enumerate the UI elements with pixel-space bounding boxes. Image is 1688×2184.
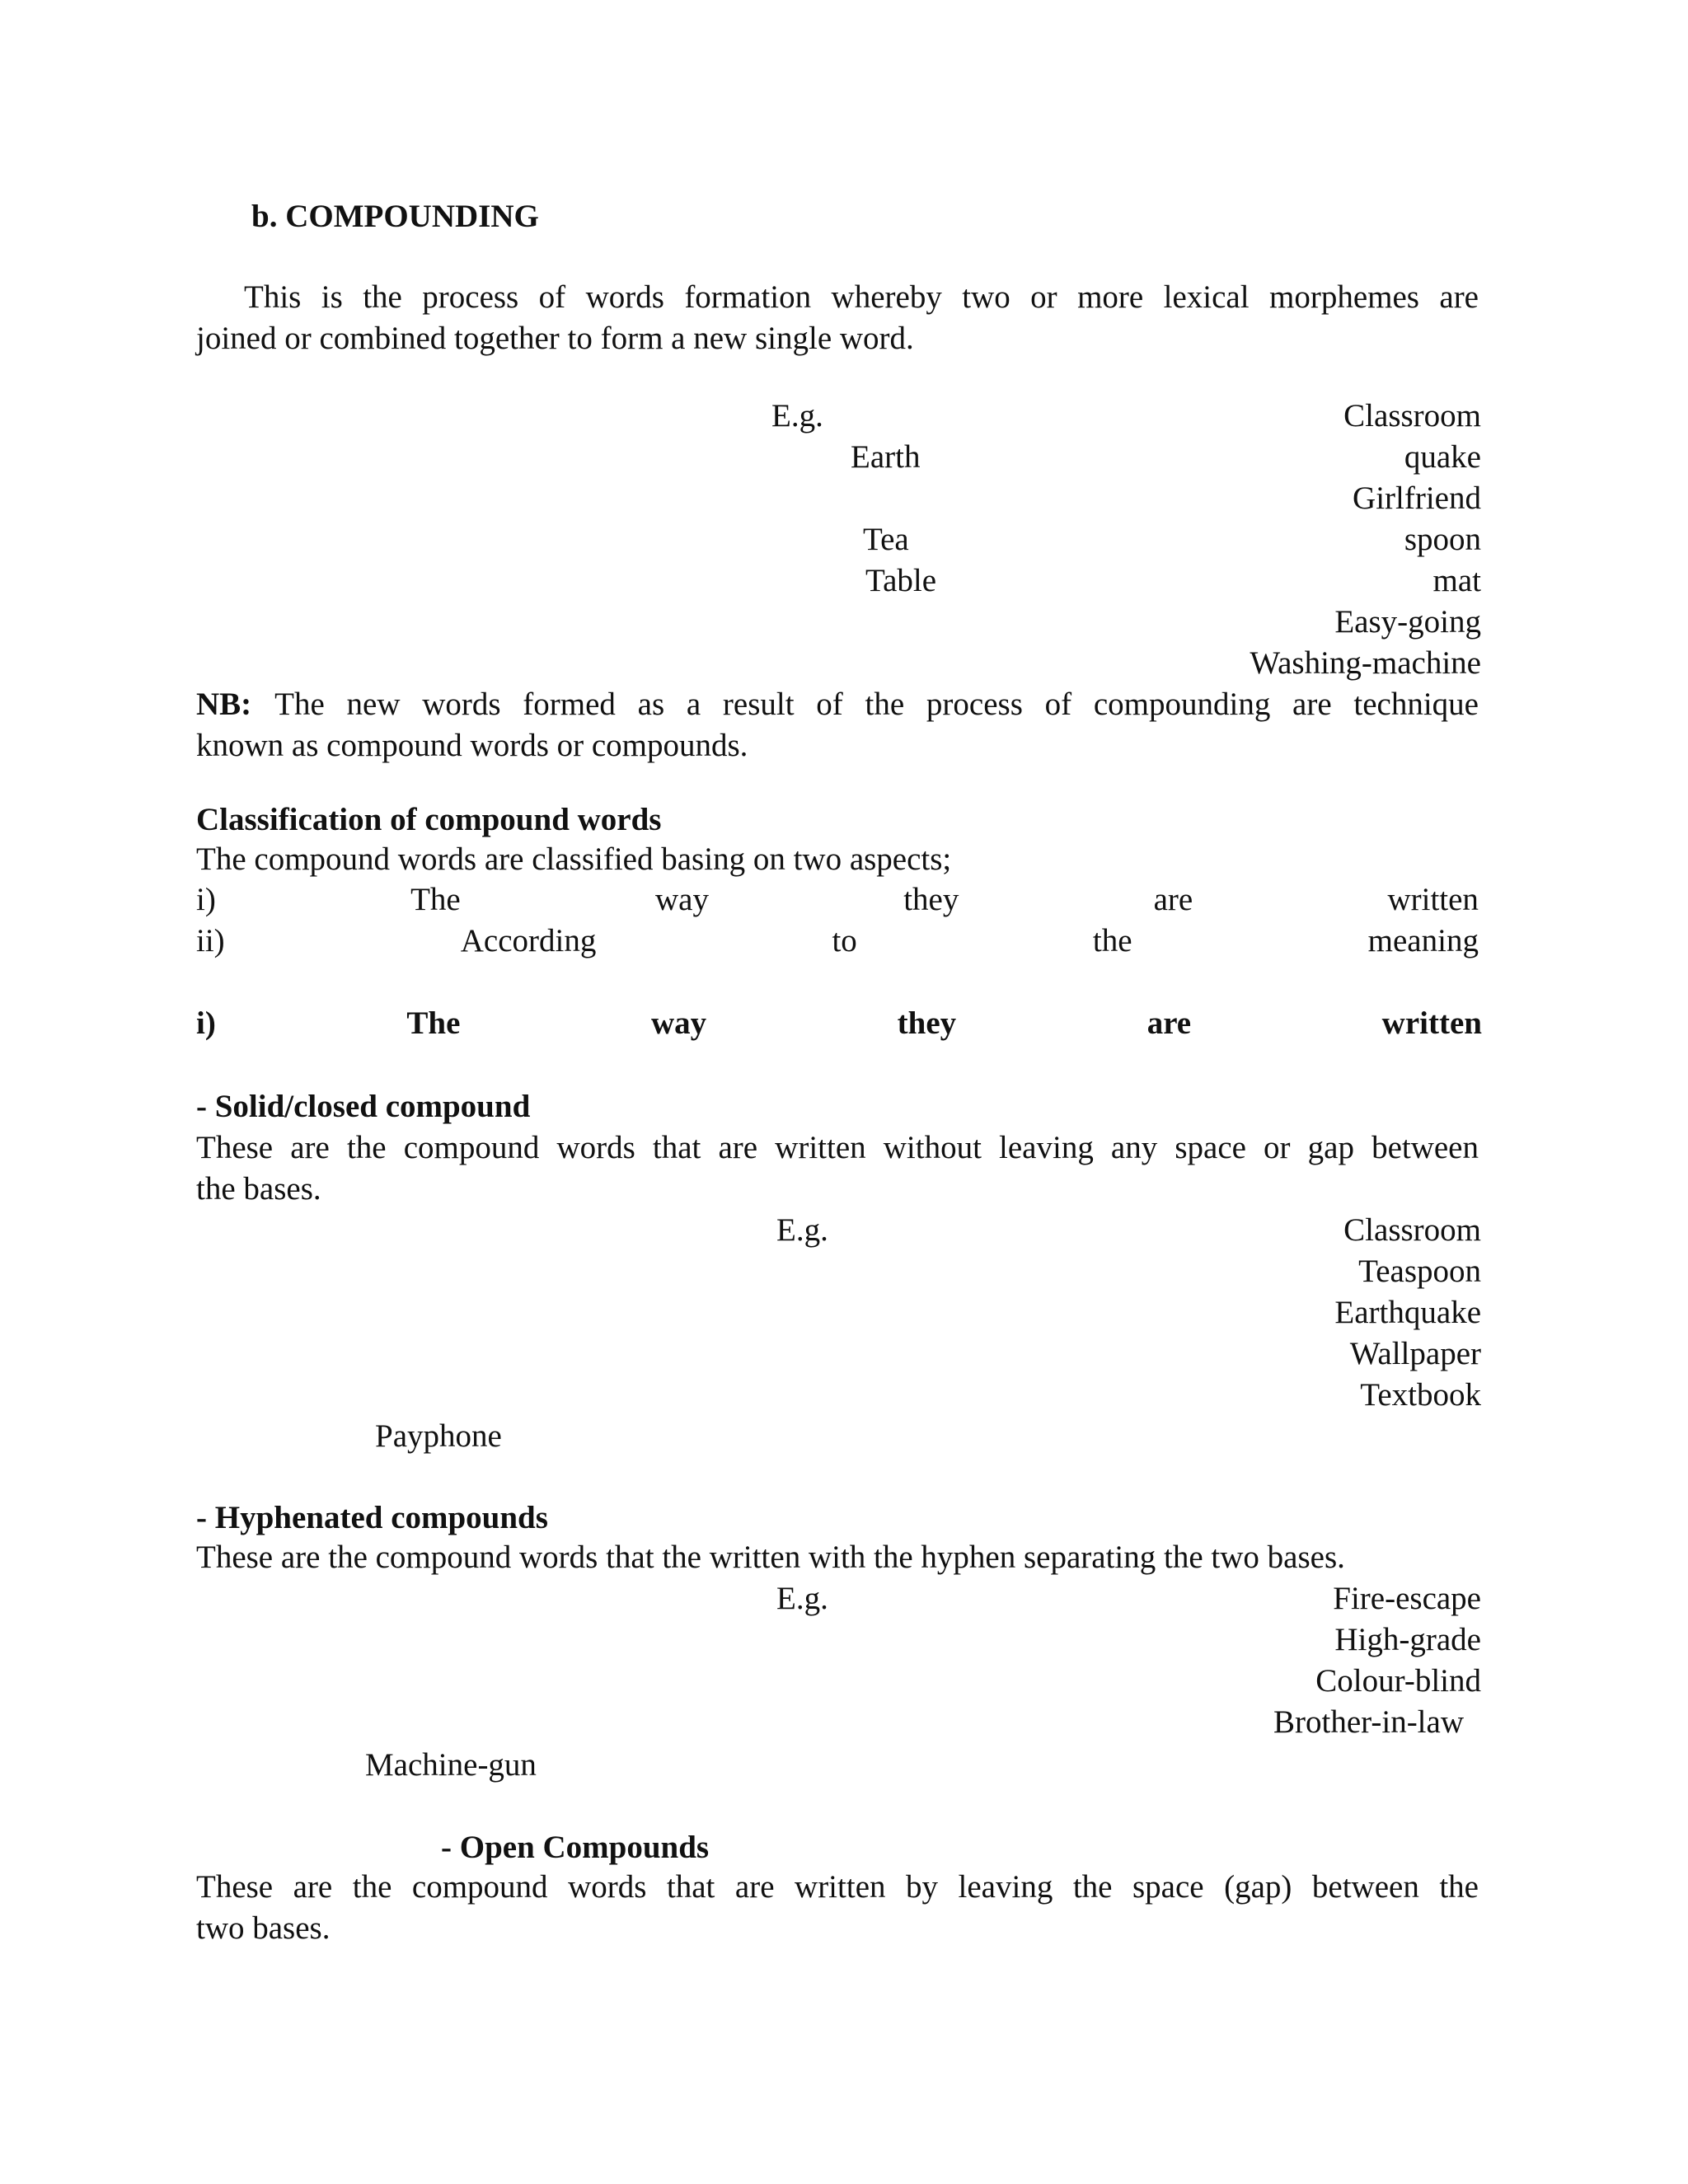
heading-word: are bbox=[1146, 1005, 1192, 1041]
example-word: Colour-blind bbox=[1315, 1663, 1481, 1699]
heading-word: The bbox=[406, 1005, 461, 1041]
way-heading bbox=[196, 1007, 1482, 1039]
item-word: way bbox=[654, 882, 709, 917]
example-word-left: Payphone bbox=[375, 1418, 502, 1454]
nb-line-1 bbox=[196, 688, 1479, 720]
intro-line-2: joined or combined together to form a new single word. bbox=[196, 321, 914, 356]
example-word: quake bbox=[1404, 439, 1481, 475]
nb-text: The new words formed as a result of the process of compounding are technique bbox=[274, 687, 1479, 722]
classification-item-1 bbox=[196, 883, 1479, 916]
nb-line-2: known as compound words or compounds. bbox=[196, 728, 748, 763]
item-word: meaning bbox=[1367, 923, 1479, 958]
item-word: to bbox=[832, 923, 857, 958]
eg-label-1: E.g. bbox=[771, 398, 823, 434]
heading-number: i) bbox=[196, 1005, 216, 1041]
open-line-1: These are the compound words that are written by leaving the space (gap) between the bbox=[196, 1869, 1479, 1905]
example-word-left: Tea bbox=[863, 522, 909, 557]
heading-word: they bbox=[897, 1005, 957, 1041]
item-word: The bbox=[410, 882, 461, 917]
example-word: Brother-in-law bbox=[1273, 1704, 1464, 1740]
example-word: Teaspoon bbox=[1358, 1254, 1481, 1289]
intro-line-1: This is the process of words formation whereby two or more lexical morphemes are bbox=[244, 279, 1479, 315]
example-word: Wallpaper bbox=[1349, 1336, 1481, 1371]
item-word: the bbox=[1092, 923, 1132, 958]
heading-word: way bbox=[650, 1005, 707, 1041]
solid-line-1: These are the compound words that are written without leaving any space or gap between bbox=[196, 1130, 1479, 1165]
item-word: are bbox=[1153, 882, 1193, 917]
example-word: High-grade bbox=[1334, 1622, 1481, 1657]
example-word: Easy-going bbox=[1334, 604, 1481, 640]
item-word: written bbox=[1387, 882, 1479, 917]
example-word-left: Machine-gun bbox=[365, 1747, 537, 1783]
nb-label: NB: bbox=[196, 687, 252, 722]
heading-word: written bbox=[1381, 1005, 1482, 1041]
example-word: Earthquake bbox=[1334, 1295, 1481, 1330]
section-title: b. COMPOUNDING bbox=[251, 199, 539, 234]
example-word: Classroom bbox=[1343, 1212, 1481, 1248]
item-word: According bbox=[460, 923, 597, 958]
example-word-left: Earth bbox=[851, 439, 921, 475]
example-word: Classroom bbox=[1343, 398, 1481, 434]
item-number: i) bbox=[196, 882, 216, 917]
eg-label-2: E.g. bbox=[776, 1212, 828, 1248]
item-number: ii) bbox=[196, 923, 225, 958]
example-word: Fire-escape bbox=[1333, 1581, 1481, 1616]
example-word: Girlfriend bbox=[1353, 480, 1481, 516]
example-word: Washing-machine bbox=[1250, 645, 1481, 681]
classification-item-2 bbox=[196, 925, 1479, 957]
solid-line-2: the bases. bbox=[196, 1171, 321, 1207]
example-word: Textbook bbox=[1360, 1377, 1481, 1413]
hyphenated-line-1: These are the compound words that the written with the hyphen separating the two bases. bbox=[196, 1540, 1345, 1575]
classification-heading: Classification of compound words bbox=[196, 802, 662, 837]
solid-heading: - Solid/closed compound bbox=[196, 1089, 531, 1124]
example-word: mat bbox=[1432, 563, 1481, 598]
classification-intro: The compound words are classified basing on two aspects; bbox=[196, 841, 952, 877]
example-word: spoon bbox=[1404, 522, 1481, 557]
open-line-2: two bases. bbox=[196, 1910, 331, 1946]
hyphenated-heading: - Hyphenated compounds bbox=[196, 1500, 548, 1535]
example-word-left: Table bbox=[865, 563, 937, 598]
open-heading: - Open Compounds bbox=[441, 1830, 710, 1865]
eg-label-3: E.g. bbox=[776, 1581, 828, 1616]
item-word: they bbox=[903, 882, 959, 917]
